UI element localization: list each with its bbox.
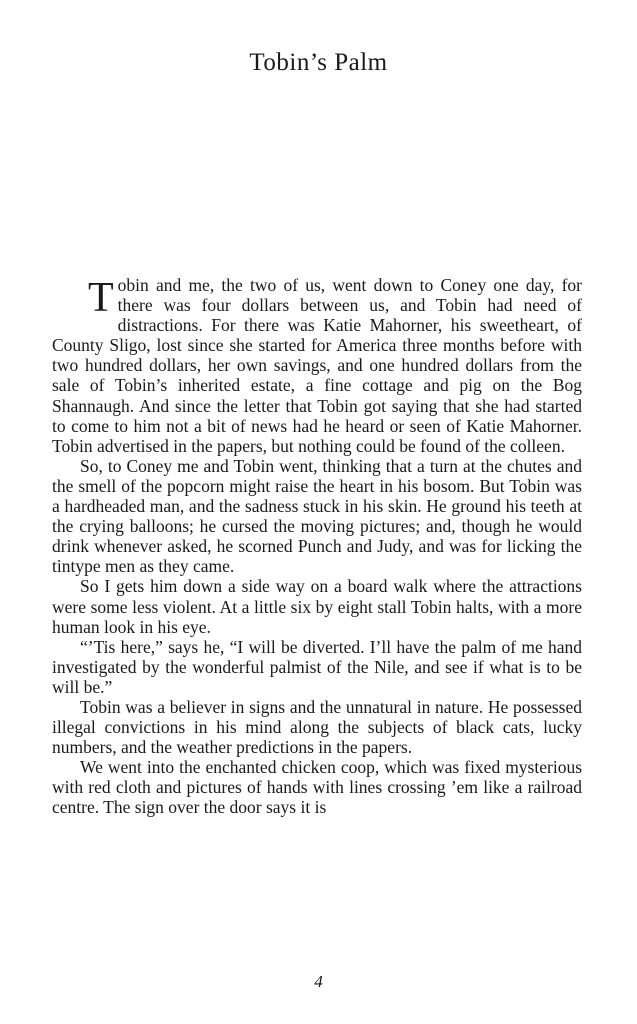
paragraph-3: So I gets him down a side way on a board walk where the attractions were some less violent. At a little six by eight stall Tobin halts, with a more human look in his eye. bbox=[52, 576, 582, 637]
paragraph-6: We went into the enchanted chicken coop, which was fixed mysterious with red cloth and pictures of hands with lines crossing ’em like a railroad centre. The sign over the door says it is bbox=[52, 757, 582, 818]
paragraph-1-text: obin and me, the two of us, went down to Coney one day, for there was four dollars between us, and Tobin had need of distractions. For there was Katie Mahorner, his sweetheart, of County Sligo, lost since she started for America three months before with two hundred dollars, her own savings, and one hundred dollars from the sale of Tobin’s inherited estate, a fine cottage and pig on the Bog Shannaugh. And since the letter that Tobin got saying that she had started to come to him not a bit of news had he heard or seen of Katie Mahorner. Tobin advertised in the papers, but nothing could be found of the colleen. bbox=[52, 275, 582, 456]
paragraph-4: “’Tis here,” says he, “I will be diverted. I’ll have the palm of me hand investigated by the wonderful palmist of the Nile, and see if what is to be will be.” bbox=[52, 636, 582, 697]
chapter-title: Tobin’s Palm bbox=[249, 49, 388, 76]
paragraph-5: Tobin was a believer in signs and the unnatural in nature. He possessed illegal convictions in his mind along the subjects of black cats, lucky numbers, and the weather predictions in the papers. bbox=[52, 696, 582, 758]
drop-cap: T bbox=[88, 275, 114, 321]
page-number: 4 bbox=[314, 972, 323, 991]
body-text bbox=[52, 275, 582, 818]
paragraph-1 bbox=[52, 275, 582, 456]
paragraph-2: So, to Coney me and Tobin went, thinking that a turn at the chutes and the smell of the popcorn might raise the heart in his bosom. But Tobin was a hardheaded man, and the sadness stuck in his skin. He ground his teeth at the crying balloons; he cursed the moving pictures; and, though he would drink whenever asked, he scorned Punch and Judy, and was for licking the tintype men as they came. bbox=[52, 455, 582, 577]
